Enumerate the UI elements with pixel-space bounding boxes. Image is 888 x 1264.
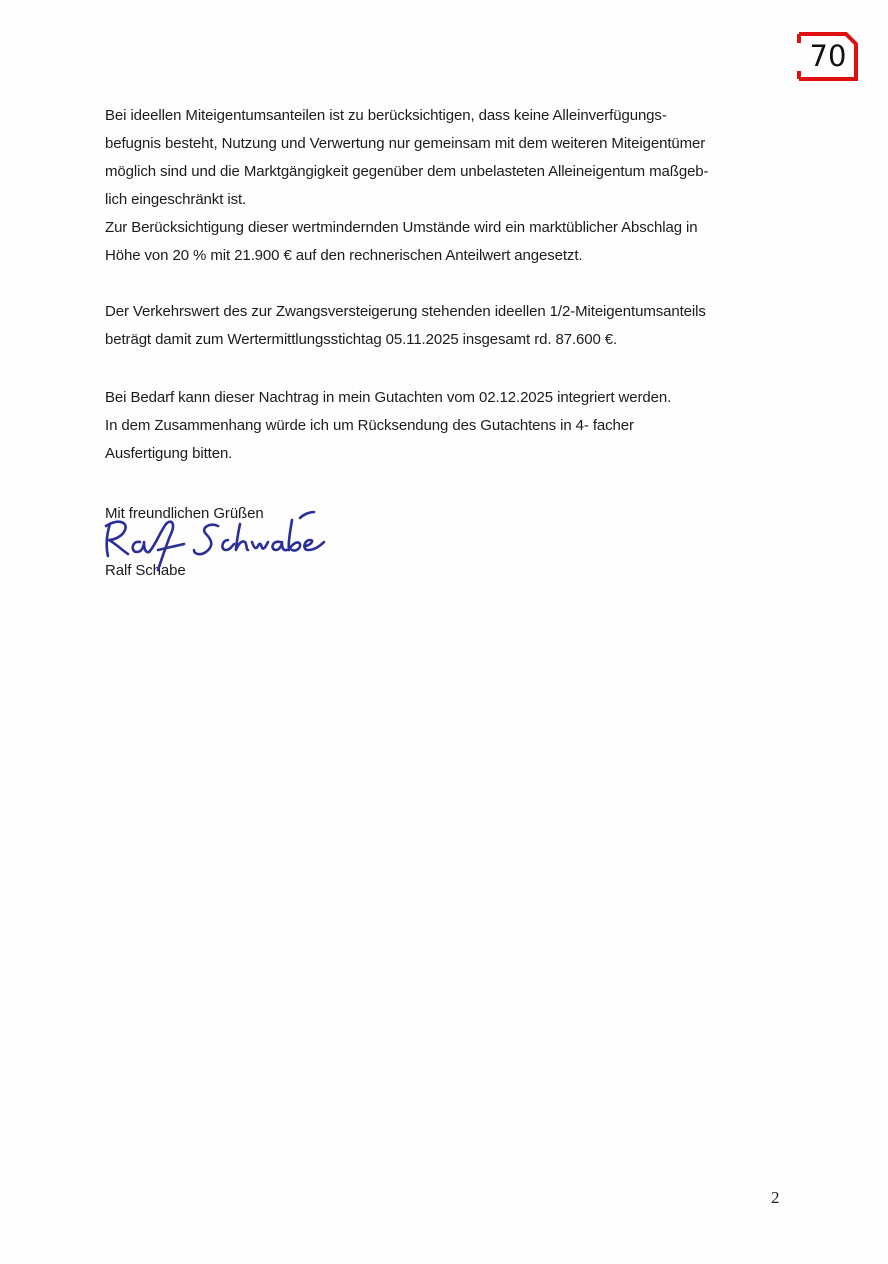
sender-name: Ralf Schabe [105,562,186,579]
paragraph-line: möglich sind und die Marktgängigkeit gegenüber dem unbelasteten Alleineigentum maßgeb- [105,163,709,180]
paragraph-line: befugnis besteht, Nutzung und Verwertung nur gemeinsam mit dem weiteren Miteigentümer [105,135,706,152]
page-count-stamp [797,31,859,82]
page-number: 2 [771,1188,780,1207]
paragraph-line: Bei ideellen Miteigentumsanteilen ist zu berücksichtigen, dass keine Alleinverfügungs- [105,107,667,124]
paragraph-line: lich eingeschränkt ist. [105,191,247,208]
closing-salutation: Mit freundlichen Grüßen [105,505,264,522]
paragraph-line: Ausfertigung bitten. [105,445,233,462]
paragraph-line: beträgt damit zum Wertermittlungsstichtag 05.11.2025 insgesamt rd. 87.600 €. [105,331,618,348]
stamp-number: 70 [809,39,847,73]
handwritten-signature [100,510,330,574]
paragraph-line: In dem Zusammenhang würde ich um Rücksendung des Gutachtens in 4- facher [105,417,634,434]
paragraph-discount [105,102,795,270]
paragraph-line: Bei Bedarf kann dieser Nachtrag in mein Gutachten vom 02.12.2025 integriert werden. [105,389,672,406]
paragraph-line: Der Verkehrswert des zur Zwangsversteigerung stehenden ideellen 1/2-Miteigentumsanteils [105,303,706,320]
paragraph-line: Zur Berücksichtigung dieser wertmindernden Umstände wird ein marktüblicher Abschlag in [105,219,698,236]
paragraph-integration [105,384,795,468]
paragraph-line: Höhe von 20 % mit 21.900 € auf den rechnerischen Anteilwert angesetzt. [105,247,583,264]
paragraph-market-value [105,298,795,354]
